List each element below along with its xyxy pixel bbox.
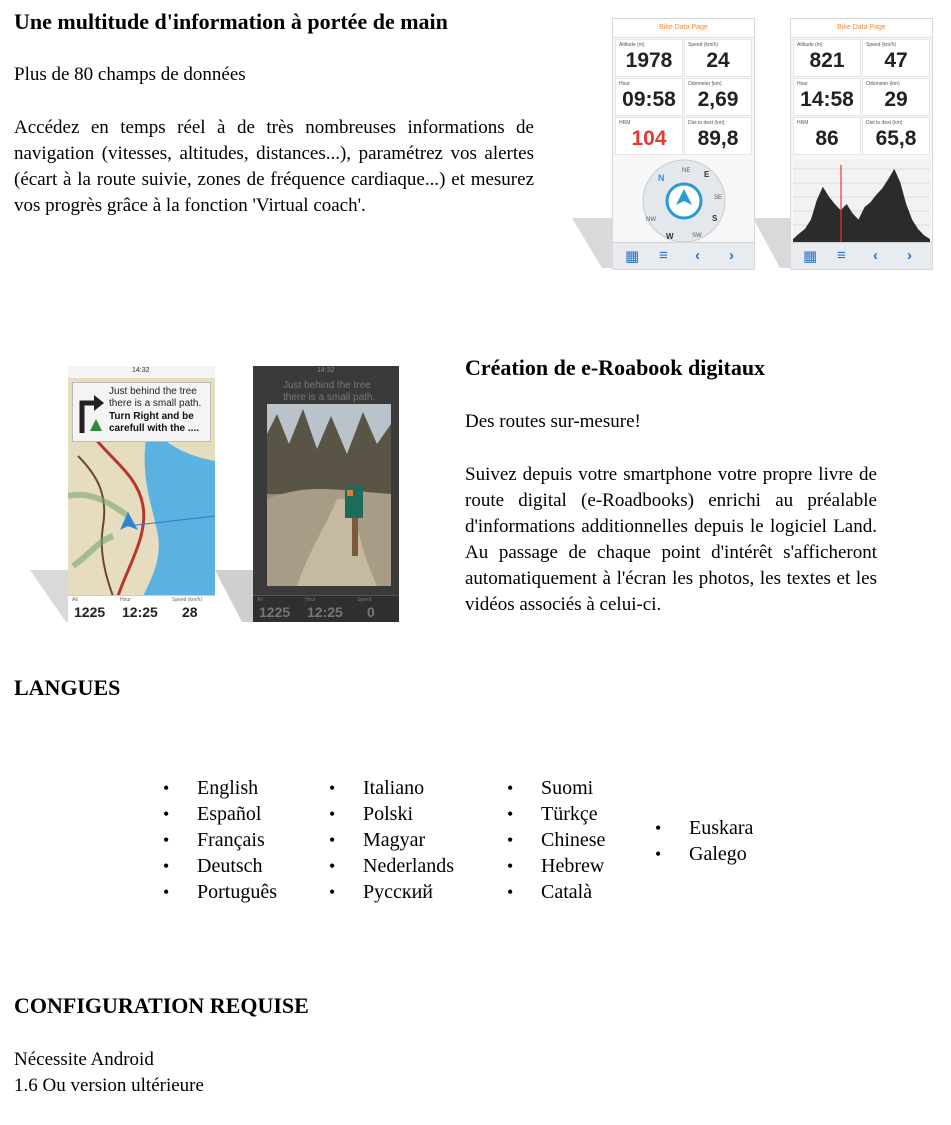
language-item: • Hebrew — [507, 853, 605, 879]
data-cell-hour — [793, 78, 861, 116]
stat-value: 12:25 — [307, 604, 343, 620]
data-cell-odometer — [684, 78, 752, 116]
data-cell-speed — [684, 39, 752, 77]
compass-label-sw: SW — [692, 233, 702, 239]
language-item: • Magyar — [329, 827, 454, 853]
cell-value: 47 — [884, 49, 908, 72]
compass-label-w: W — [666, 232, 674, 241]
status-time: 14:32 — [317, 367, 335, 374]
compass-label-ne: NE — [682, 168, 691, 174]
cell-value: 14:58 — [800, 88, 854, 111]
stat-value: 0 — [367, 604, 375, 620]
data-cell-dist-to-dest — [862, 117, 930, 155]
section1-title: Une multitude d'information à portée de main — [14, 9, 448, 34]
stat-value: 28 — [182, 604, 198, 620]
stat-value: 1225 — [74, 604, 106, 620]
section2-subtitle: Des routes sur-mesure! — [465, 411, 641, 432]
data-cell-altitude — [793, 39, 861, 77]
instruction-text-1: Just behind the tree there is a small path. — [109, 386, 202, 409]
stats-bar — [68, 595, 215, 622]
language-item: • Deutsch — [163, 853, 277, 879]
cell-value: 89,8 — [697, 127, 739, 150]
bike-data-phone-2 — [790, 18, 933, 270]
language-item: • Suomi — [507, 775, 605, 801]
section2-body: Suivez depuis votre smartphone votre propre livre de route digital (e-Roadbooks) enrichi au préalable d'informations additionnelles depuis le logiciel Land. Au passage de chaque point d'intérêt s'afficheront automatiquement à l'écran les photos, les textes et les vidéos associés à celui-ci. — [465, 464, 877, 615]
phone-toolbar — [613, 242, 754, 269]
data-cell-hrm — [615, 117, 683, 155]
cell-label: Hour — [797, 81, 808, 87]
stat-value: 12:25 — [122, 604, 158, 620]
cell-label: Altitude (m) — [619, 42, 645, 48]
language-list-3 — [507, 775, 605, 905]
grid-icon[interactable]: ▦ — [803, 248, 818, 265]
compass-label-e: E — [704, 170, 710, 179]
instruction-bubble — [72, 382, 211, 442]
data-cell-speed — [862, 39, 930, 77]
grid-icon[interactable]: ▦ — [625, 248, 640, 265]
stats-bar — [253, 595, 399, 622]
data-cell-hrm — [793, 117, 861, 155]
status-time: 14:32 — [132, 367, 150, 374]
section2-title: Création de e-Roabook digitaux — [465, 355, 766, 380]
requirements-line-2: 1.6 Ou version ultérieure — [14, 1075, 204, 1096]
language-item: • Русский — [329, 879, 454, 905]
section1-subtitle: Plus de 80 champs de données — [14, 64, 246, 85]
cell-label: Odometer (km) — [866, 81, 900, 87]
language-item: • Polski — [329, 801, 454, 827]
elevation-profile-graph — [793, 159, 930, 243]
menu-icon[interactable]: ≡ — [659, 247, 668, 264]
cell-label: Hour — [619, 81, 630, 87]
language-item: • Español — [163, 801, 277, 827]
language-item: • Nederlands — [329, 853, 454, 879]
cell-value: 86 — [815, 127, 839, 150]
data-cell-altitude — [615, 39, 683, 77]
language-list-2 — [329, 775, 454, 905]
cell-value: 65,8 — [875, 127, 917, 150]
compass-label-nw: NW — [646, 217, 656, 223]
language-item: • Português — [163, 879, 277, 905]
language-list-1 — [163, 775, 277, 905]
turn-right-arrow-icon — [76, 389, 106, 435]
data-cell-dist-to-dest — [684, 117, 752, 155]
cell-label: Altitude (m) — [797, 42, 823, 48]
language-item: • Català — [507, 879, 605, 905]
requirements-title: CONFIGURATION REQUISE — [14, 993, 309, 1018]
map-phone-1 — [68, 366, 215, 622]
cell-label: HRM — [619, 120, 631, 126]
cell-value: 104 — [631, 127, 667, 150]
chevron-left-icon[interactable]: ‹ — [873, 247, 878, 264]
map-phone-2 — [253, 366, 399, 622]
cell-label: Speed (km/h) — [688, 42, 719, 48]
requirements-line-1: Nécessite Android — [14, 1049, 154, 1070]
phone-title: Bike Data Page — [791, 19, 932, 38]
instruction-text-2: Turn Right and be carefull with the .... — [109, 411, 200, 434]
stat-label: Alt — [257, 597, 263, 603]
stat-value: 1225 — [259, 604, 291, 620]
language-item: • Euskara — [655, 815, 753, 841]
language-item: • Galego — [655, 841, 753, 867]
section1-body: Accédez en temps réel à de très nombreuses informations de navigation (vitesses, altitudes, distances...), paramétrez vos alertes (écart à la route suivie, zones de fréquence cardiaque...) et mesurez vos progrès grâce à la fonction 'Virtual coach'. — [14, 117, 534, 216]
cell-value: 1978 — [625, 49, 673, 72]
cell-label: Dist to dest (km) — [688, 120, 725, 126]
cell-label: Dist to dest (km) — [866, 120, 903, 126]
data-cell-hour — [615, 78, 683, 116]
stat-label: Alt — [72, 597, 78, 603]
cell-value: 24 — [706, 49, 730, 72]
languages-title: LANGUES — [14, 675, 121, 700]
cell-value: 2,69 — [697, 88, 739, 111]
cell-label: HRM — [797, 120, 809, 126]
stat-label: Speed — [357, 597, 372, 603]
instruction-text-dimmed: Just behind the tree there is a small path. — [283, 380, 376, 403]
cell-label: Speed (km/h) — [866, 42, 897, 48]
language-item: • Chinese — [507, 827, 605, 853]
menu-icon[interactable]: ≡ — [837, 247, 846, 264]
phone-title: Bike Data Page — [613, 19, 754, 38]
compass-label-se: SE — [714, 195, 723, 201]
compass-label-s: S — [712, 214, 718, 223]
stat-label: Hour — [120, 597, 131, 603]
language-list-4 — [655, 815, 753, 867]
compass-label-n: N — [658, 173, 665, 183]
chevron-right-icon[interactable]: › — [729, 247, 734, 264]
bike-data-phone-1 — [612, 18, 755, 270]
trail-photo — [267, 404, 391, 586]
stat-label: Speed (km/h) — [172, 597, 203, 603]
phone-toolbar — [791, 242, 932, 269]
chevron-right-icon[interactable]: › — [907, 247, 912, 264]
cell-value: 29 — [884, 88, 908, 111]
cell-label: Odometer (km) — [688, 81, 722, 87]
language-item: • English — [163, 775, 277, 801]
chevron-left-icon[interactable]: ‹ — [695, 247, 700, 264]
language-item: • Türkçe — [507, 801, 605, 827]
cell-value: 821 — [809, 49, 845, 72]
compass-icon — [632, 159, 736, 243]
data-cell-odometer — [862, 78, 930, 116]
cell-value: 09:58 — [622, 88, 676, 111]
stat-label: Hour — [305, 597, 316, 603]
language-item: • Italiano — [329, 775, 454, 801]
language-item: • Français — [163, 827, 277, 853]
